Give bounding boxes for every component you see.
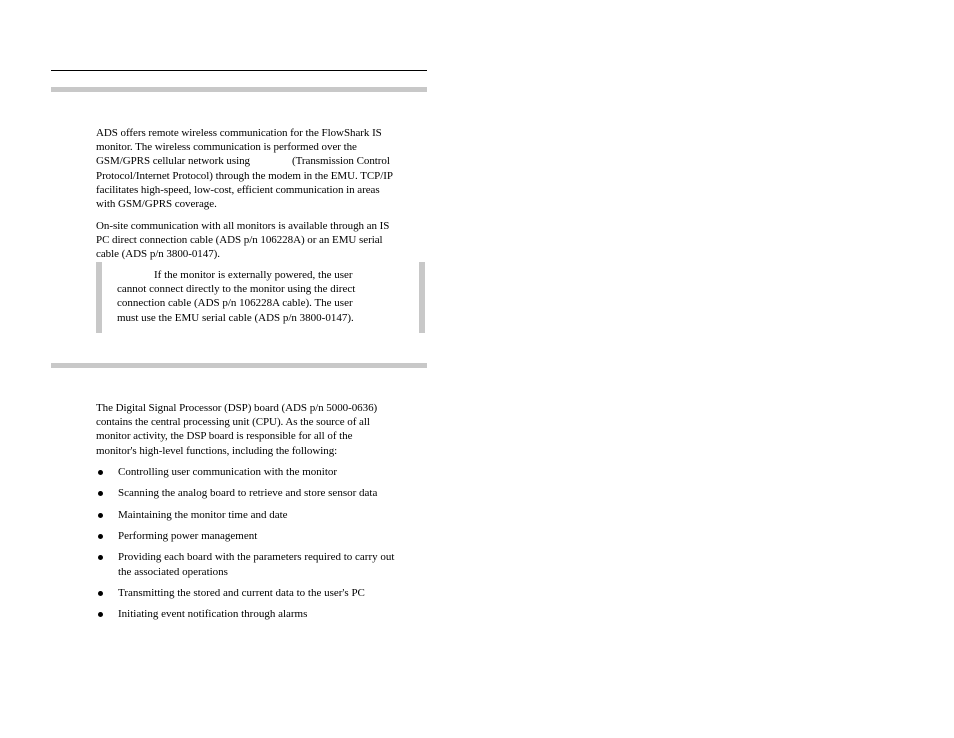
text-line: monitor activity, the DSP board is responsible for all of the [96, 430, 353, 443]
list-item [96, 486, 426, 501]
text-fragment: If the monitor is externally powered, the user [154, 269, 353, 281]
text-line: must use the EMU serial cable (ADS p/n 3800-0147). [117, 311, 354, 324]
text-line: ADS offers remote wireless communication for the FlowShark IS [96, 127, 382, 139]
text-line: On-site communication with all monitors is available through an IS [96, 220, 390, 232]
section-divider-wireless [51, 87, 427, 92]
bullet-icon [98, 513, 103, 518]
bullet-icon [98, 534, 103, 539]
bullet-icon [98, 591, 103, 596]
text-line: Protocol/Internet Protocol) through the modem in the EMU. TCP/IP [96, 169, 393, 182]
list-item-text: Transmitting the stored and current data to the user's PC [118, 587, 365, 599]
text-line: facilitates high-speed, low-cost, efficient communication in areas [96, 183, 380, 196]
note-text [117, 268, 355, 325]
list-item [96, 465, 426, 480]
onsite-paragraph [96, 219, 424, 262]
list-item-text: Providing each board with the parameters required to carry out [118, 551, 395, 563]
text-line: cable (ADS p/n 3800-0147). [96, 248, 220, 261]
bullet-icon [98, 470, 103, 475]
list-item [96, 607, 426, 622]
text-line [96, 154, 424, 168]
text-line: with GSM/GPRS coverage. [96, 198, 217, 211]
text-line: cannot connect directly to the monitor using the direct [117, 283, 356, 296]
list-item-text: Scanning the analog board to retrieve and store sensor data [118, 487, 378, 499]
list-item-text: the associated operations [118, 566, 228, 578]
list-item-text: Maintaining the monitor time and date [118, 509, 288, 521]
list-item-text: Controlling user communication with the monitor [118, 466, 338, 478]
text-fragment: GSM/GPRS cellular network using [96, 155, 250, 168]
section-divider-dsp [51, 363, 427, 368]
text-line: The Digital Signal Processor (DSP) board (ADS p/n 5000-0636) [96, 402, 378, 414]
text-line: contains the central processing unit (CPU). As the source of all [96, 416, 370, 429]
text-line: monitor's high-level functions, including the following: [96, 444, 338, 457]
list-item [96, 550, 426, 580]
header-rule [51, 70, 427, 71]
note-box [96, 262, 425, 333]
text-line: connection cable (ADS p/n 106228A cable). The user [117, 297, 353, 310]
text-fragment: (Transmission Control [291, 155, 390, 168]
bullet-icon [98, 491, 103, 496]
dsp-paragraph [96, 401, 424, 458]
list-item-text: Performing power management [118, 530, 258, 542]
bullet-icon [98, 555, 103, 560]
wireless-paragraph [96, 126, 424, 211]
list-item [96, 529, 426, 544]
text-line: PC direct connection cable (ADS p/n 106228A) or an EMU serial [96, 234, 383, 247]
list-item-text: Initiating event notification through alarms [118, 608, 308, 620]
text-line [117, 268, 355, 282]
list-item [96, 508, 426, 523]
list-item [96, 586, 426, 601]
text-line: monitor. The wireless communication is performed over the [96, 141, 357, 154]
bullet-icon [98, 612, 103, 617]
